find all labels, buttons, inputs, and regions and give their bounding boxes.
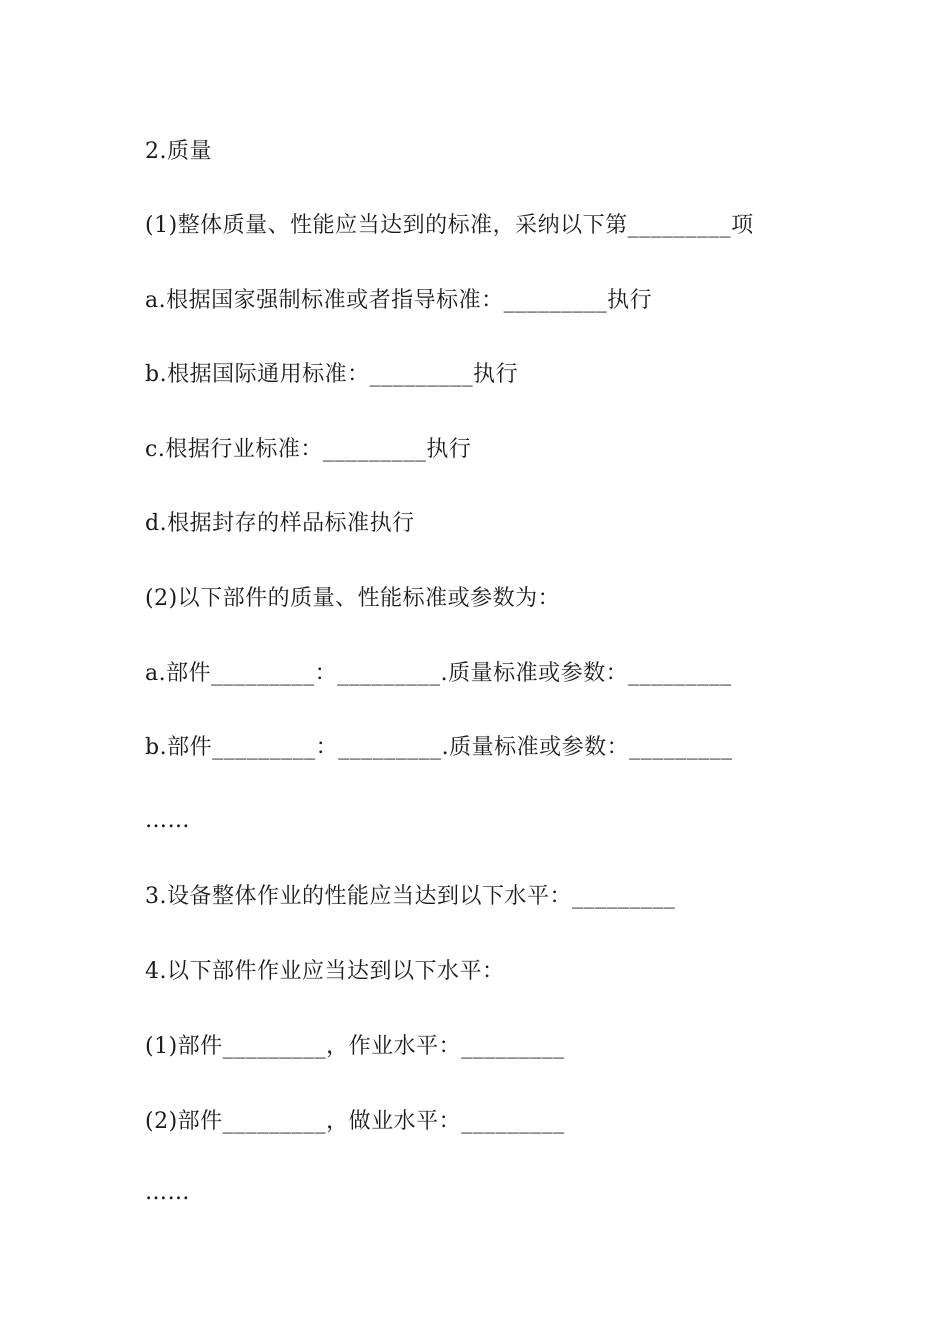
section-heading-overall-performance: 3.设备整体作业的性能应当达到以下水平：_________ (145, 884, 676, 909)
component-b-line: b.部件_________：_________.质量标准或参数：_________ (145, 735, 733, 760)
component-a-line: a.部件_________：_________.质量标准或参数：_________ (145, 661, 732, 686)
section-heading-quality: 2.质量 (145, 139, 212, 164)
clause-overall-standard: (1)整体质量、性能应当达到的标准，采纳以下第_________项 (145, 213, 754, 238)
component-1-line: (1)部件_________，作业水平：_________ (145, 1034, 565, 1059)
component-2-line: (2)部件_________，做业水平：_________ (145, 1109, 565, 1134)
section-heading-component-performance: 4.以下部件作业应当达到以下水平： (145, 959, 505, 984)
option-b-international-standard: b.根据国际通用标准：_________执行 (145, 362, 519, 387)
option-c-industry-standard: c.根据行业标准：_________执行 (145, 437, 472, 462)
clause-component-standards: (2)以下部件的质量、性能标准或参数为： (145, 586, 561, 611)
option-a-national-standard: a.根据国家强制标准或者指导标准：_________执行 (145, 288, 653, 313)
ellipsis-1: …… (145, 808, 190, 833)
document-page (145, 0, 845, 1344)
ellipsis-2: …… (145, 1180, 190, 1205)
option-d-sample-standard: d.根据封存的样品标准执行 (145, 511, 415, 536)
